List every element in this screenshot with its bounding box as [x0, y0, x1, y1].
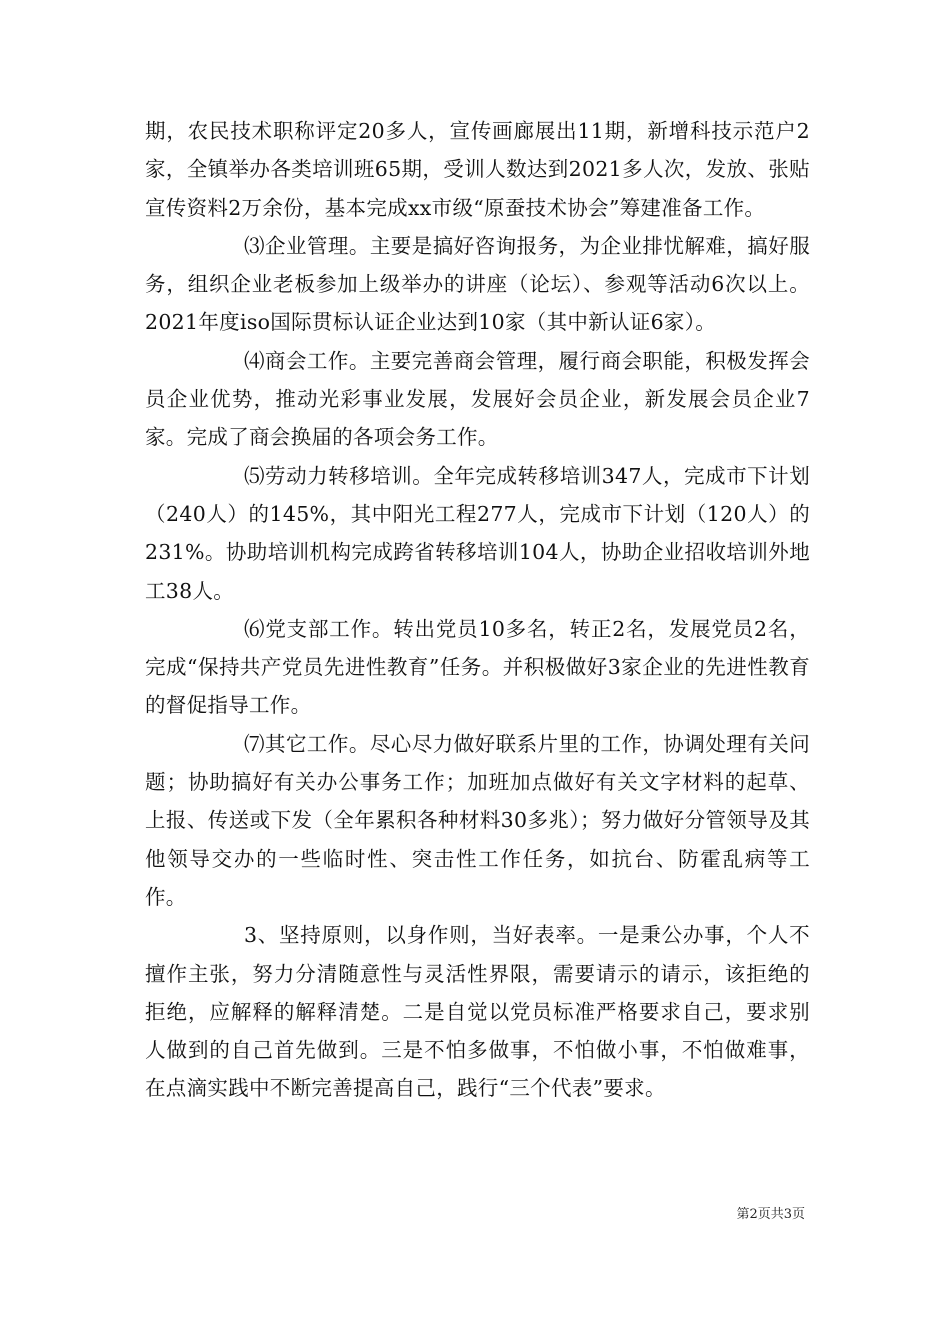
paragraph-chamber-of-commerce: ⑷商会工作。主要完善商会管理，履行商会职能，积极发挥会员企业优势，推动光彩事业发展，发展好会员企业，新发展会员企业7家。完成了商会换届的各项会务工作。 — [145, 348, 810, 450]
paragraph-labor-transfer-training: ⑸劳动力转移培训。全年完成转移培训347人，完成市下计划（240人）的145%，其中阳光工程277人，完成市下计划（120人）的231%。协助培训机构完成跨省转移培训104人，协助企业招收培训外地工38人。 — [145, 463, 810, 603]
paragraph-enterprise-management: ⑶企业管理。主要是搞好咨询报务，为企业排忧解难，搞好服务，组织企业老板参加上级举办的讲座（论坛）、参观等活动6次以上。2021年度iso国际贯标认证企业达到10家（其中新认证6家）。 — [145, 233, 810, 335]
page-number-footer: 第2页共3页 — [736, 1207, 805, 1222]
paragraph-continuation: 期，农民技术职称评定20多人，宣传画廊展出11期，新增科技示范户2家，全镇举办各类培训班65期，受训人数达到2021多人次，发放、张贴宣传资料2万余份，基本完成xx市级“原蚕技术协会”筹建准备工作。 — [145, 119, 810, 220]
paragraph-party-branch-work: ⑹党支部工作。转出党员10多名，转正2名，发展党员2名，完成“保持共产党员先进性教育”任务。并积极做好3家企业的先进性教育的督促指导工作。 — [145, 616, 810, 718]
paragraph-other-work: ⑺其它工作。尽心尽力做好联系片里的工作，协调处理有关问题；协助搞好有关办公事务工作；加班加点做好有关文字材料的起草、上报、传送或下发（全年累积各种材料30多兆）；努力做好分管领导及其他领导交办的一些临时性、突击性工作任务，如抗台、防霍乱病等工作。 — [145, 731, 810, 909]
document-body — [145, 112, 810, 1108]
paragraph-principles: 3、坚持原则，以身作则，当好表率。一是秉公办事，个人不擅作主张，努力分清随意性与灵活性界限，需要请示的请示，该拒绝的拒绝，应解释的解释清楚。二是自觉以党员标准严格要求自己，要求别人做到的自己首先做到。三是不怕多做事，不怕做小事，不怕做难事，在点滴实践中不断完善提高自己，践行“三个代表”要求。 — [145, 923, 810, 1101]
